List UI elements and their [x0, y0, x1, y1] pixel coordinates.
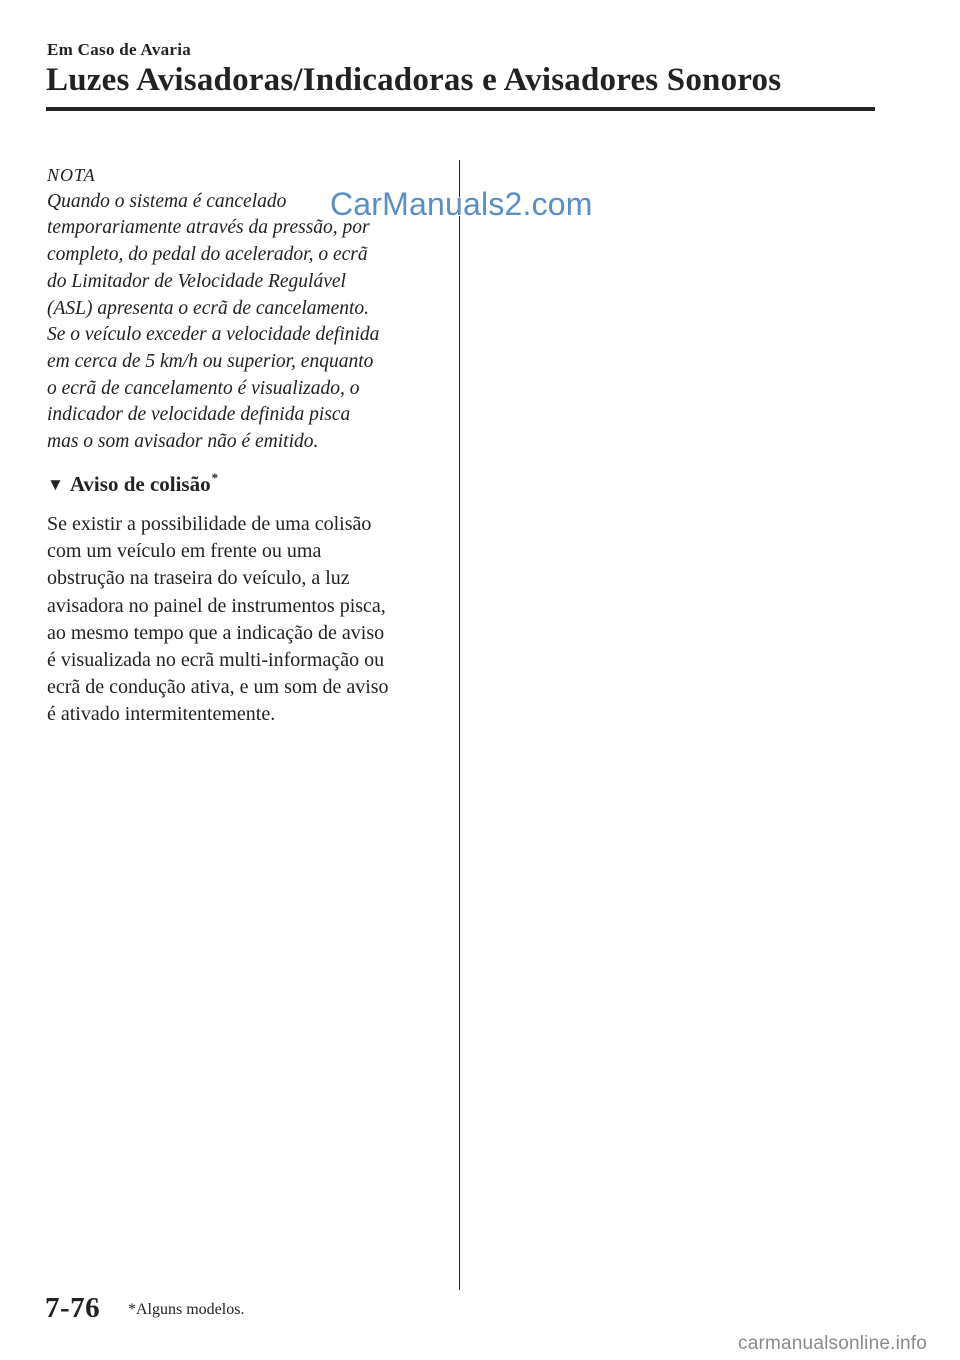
note-line: completo, do pedal do acelerador, o ecrã: [47, 244, 368, 266]
note-line: Se o veículo exceder a velocidade definida: [47, 324, 380, 346]
section-body: [47, 511, 447, 729]
header-rule: [46, 107, 875, 111]
section-heading: [47, 470, 218, 497]
note-line: mas o som avisador não é emitido.: [47, 431, 319, 453]
footnote: *Alguns modelos.: [128, 1301, 245, 1318]
note-line: em cerca de 5 km/h ou superior, enquanto: [47, 350, 374, 372]
note-line: temporariamente através da pressão, por: [47, 217, 370, 239]
section-heading-text: Aviso de colisão: [69, 472, 211, 496]
note-line: (ASL) apresenta o ecrã de cancelamento.: [47, 297, 370, 319]
body-line: ecrã de condução ativa, e um som de aviso: [47, 676, 389, 699]
body-line: com um veículo em frente ou uma: [47, 540, 322, 563]
note-line: indicador de velocidade definida pisca: [47, 404, 351, 426]
watermark-link[interactable]: CarManuals2.com: [330, 186, 593, 222]
note-line: Quando o sistema é cancelado: [47, 190, 287, 212]
note-label: NOTA: [47, 165, 96, 185]
page-number: 7-76: [45, 1292, 101, 1324]
page-title: Luzes Avisadoras/Indicadoras e Avisadores Sonoros: [46, 62, 782, 98]
body-line: é ativado intermitentemente.: [47, 703, 276, 726]
body-line: obstrução na traseira do veículo, a luz: [47, 567, 350, 590]
column-divider: [459, 160, 460, 1290]
asterisk-mark: *: [211, 470, 219, 485]
triangle-down-icon: ▼: [47, 475, 64, 494]
body-line: Se existir a possibilidade de uma colisão: [47, 513, 372, 535]
section-label: Em Caso de Avaria: [47, 40, 192, 59]
note-line: do Limitador de Velocidade Regulável: [47, 270, 346, 292]
footer-watermark-link[interactable]: carmanualsonline.info: [738, 1333, 928, 1354]
body-line: avisadora no painel de instrumentos pisca,: [47, 594, 386, 617]
body-line: é visualizada no ecrã multi-informação ou: [47, 649, 385, 672]
note-line: o ecrã de cancelamento é visualizado, o: [47, 377, 360, 399]
body-line: ao mesmo tempo que a indicação de aviso: [47, 621, 385, 644]
